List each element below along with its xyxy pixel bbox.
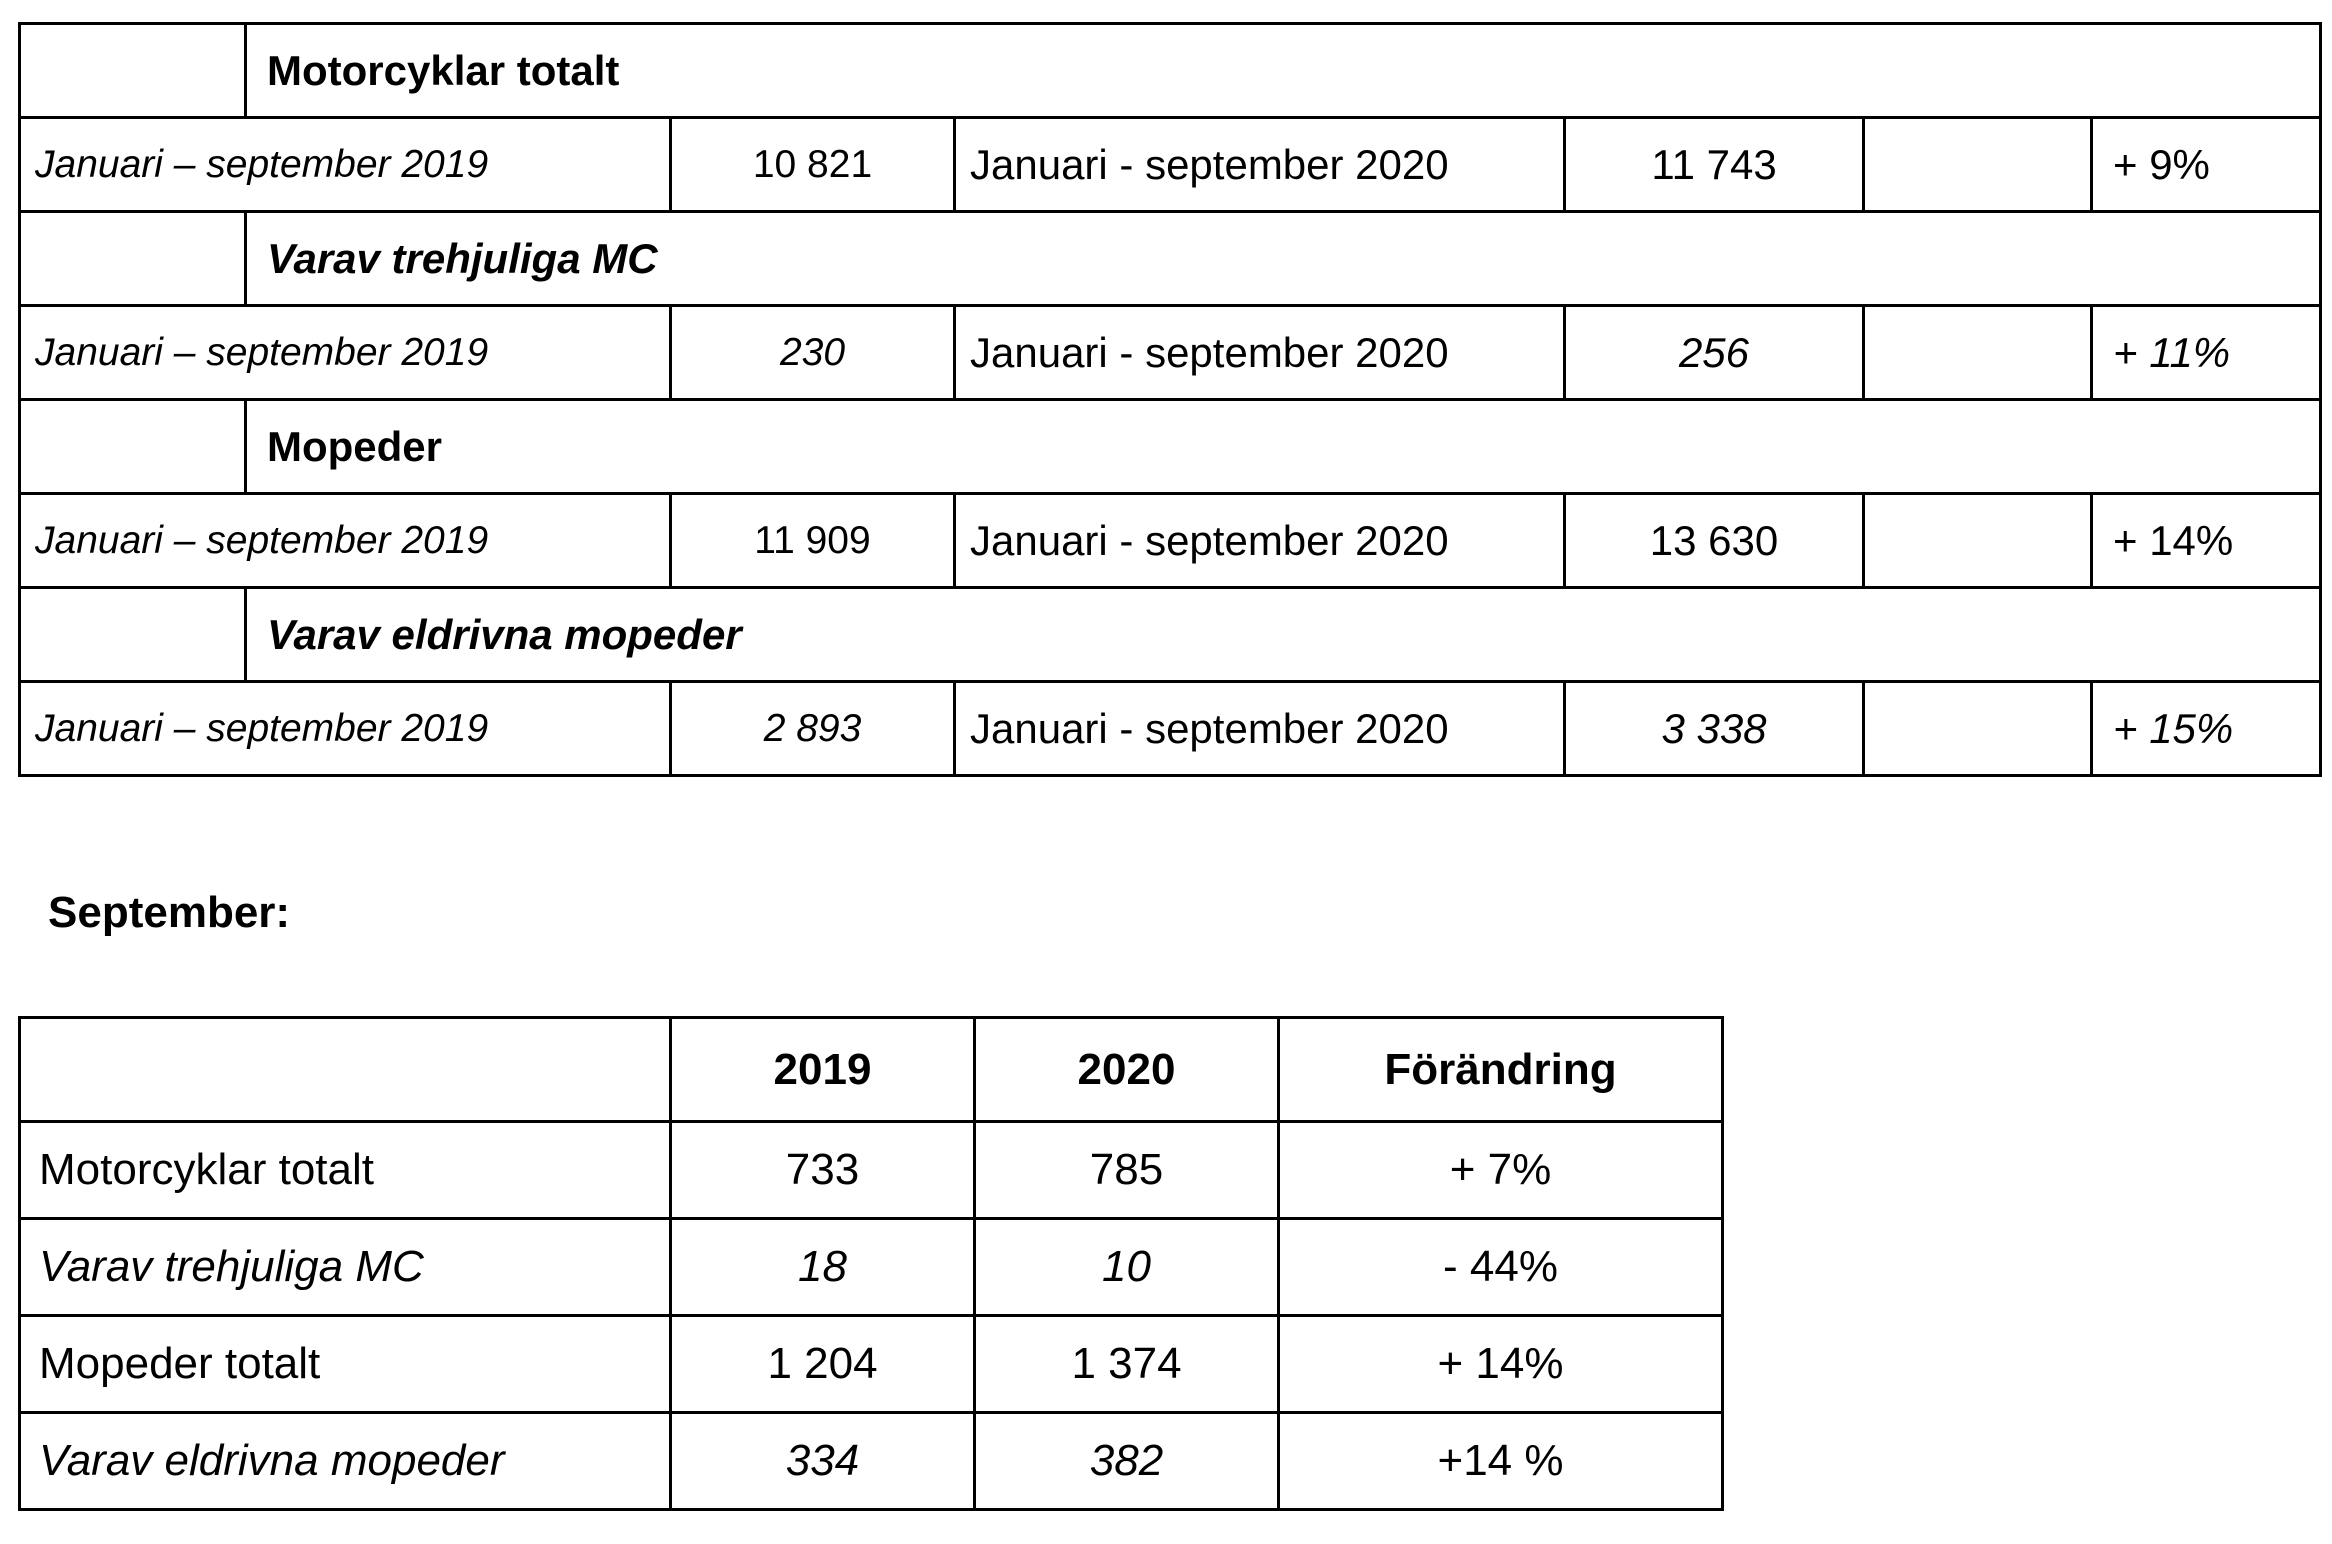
change-value: + 14% <box>2092 494 2321 588</box>
table-row <box>20 1122 1723 1219</box>
section-header-motorcyklar <box>20 24 2321 118</box>
section-header-trehjuliga <box>20 212 2321 306</box>
table-row <box>20 1316 1723 1413</box>
empty-cell <box>1864 494 2092 588</box>
change-value: + 15% <box>2092 682 2321 776</box>
value-2020: 10 <box>975 1219 1279 1316</box>
period-2020: Januari - september 2020 <box>955 494 1565 588</box>
value-2020: 382 <box>975 1413 1279 1510</box>
value-2019: 1 204 <box>671 1316 975 1413</box>
empty-cell <box>20 400 246 494</box>
change-value: + 14% <box>1279 1316 1723 1413</box>
value-2019: 10 821 <box>671 118 955 212</box>
row-label: Motorcyklar totalt <box>20 1122 671 1219</box>
value-2020: 785 <box>975 1122 1279 1219</box>
value-2019: 2 893 <box>671 682 955 776</box>
section-row-eldrivna <box>20 682 2321 776</box>
period-2019: Januari – september 2019 <box>20 682 671 776</box>
value-2020: 1 374 <box>975 1316 1279 1413</box>
header-empty <box>20 1018 671 1122</box>
value-2019: 18 <box>671 1219 975 1316</box>
period-2020: Januari - september 2020 <box>955 682 1565 776</box>
september-table <box>18 1016 1724 1511</box>
section-title: Varav trehjuliga MC <box>246 212 2321 306</box>
value-2020: 11 743 <box>1565 118 1864 212</box>
period-2019: Januari – september 2019 <box>20 306 671 400</box>
value-2019: 334 <box>671 1413 975 1510</box>
change-value: +14 % <box>1279 1413 1723 1510</box>
value-2020: 13 630 <box>1565 494 1864 588</box>
empty-cell <box>1864 118 2092 212</box>
change-value: + 9% <box>2092 118 2321 212</box>
section-title: Mopeder <box>246 400 2321 494</box>
section-row-trehjuliga <box>20 306 2321 400</box>
table-row <box>20 1413 1723 1510</box>
change-value: + 11% <box>2092 306 2321 400</box>
section-header-eldrivna <box>20 588 2321 682</box>
empty-cell <box>20 24 246 118</box>
period-2019: Januari – september 2019 <box>20 494 671 588</box>
section-row-motorcyklar <box>20 118 2321 212</box>
value-2019: 230 <box>671 306 955 400</box>
section-title: Motorcyklar totalt <box>246 24 2321 118</box>
row-label: Varav trehjuliga MC <box>20 1219 671 1316</box>
september-heading: September: <box>48 888 291 937</box>
value-2019: 733 <box>671 1122 975 1219</box>
header-2019: 2019 <box>671 1018 975 1122</box>
empty-cell <box>20 588 246 682</box>
empty-cell <box>20 212 246 306</box>
ytd-table <box>18 22 2322 777</box>
value-2020: 3 338 <box>1565 682 1864 776</box>
section-header-mopeder <box>20 400 2321 494</box>
change-value: + 7% <box>1279 1122 1723 1219</box>
period-2019: Januari – september 2019 <box>20 118 671 212</box>
period-2020: Januari - september 2020 <box>955 118 1565 212</box>
row-label: Varav eldrivna mopeder <box>20 1413 671 1510</box>
section-row-mopeder <box>20 494 2321 588</box>
value-2020: 256 <box>1565 306 1864 400</box>
section-title: Varav eldrivna mopeder <box>246 588 2321 682</box>
row-label: Mopeder totalt <box>20 1316 671 1413</box>
header-2020: 2020 <box>975 1018 1279 1122</box>
value-2019: 11 909 <box>671 494 955 588</box>
empty-cell <box>1864 306 2092 400</box>
header-forandring: Förändring <box>1279 1018 1723 1122</box>
empty-cell <box>1864 682 2092 776</box>
september-header-row <box>20 1018 1723 1122</box>
change-value: - 44% <box>1279 1219 1723 1316</box>
table-row <box>20 1219 1723 1316</box>
period-2020: Januari - september 2020 <box>955 306 1565 400</box>
